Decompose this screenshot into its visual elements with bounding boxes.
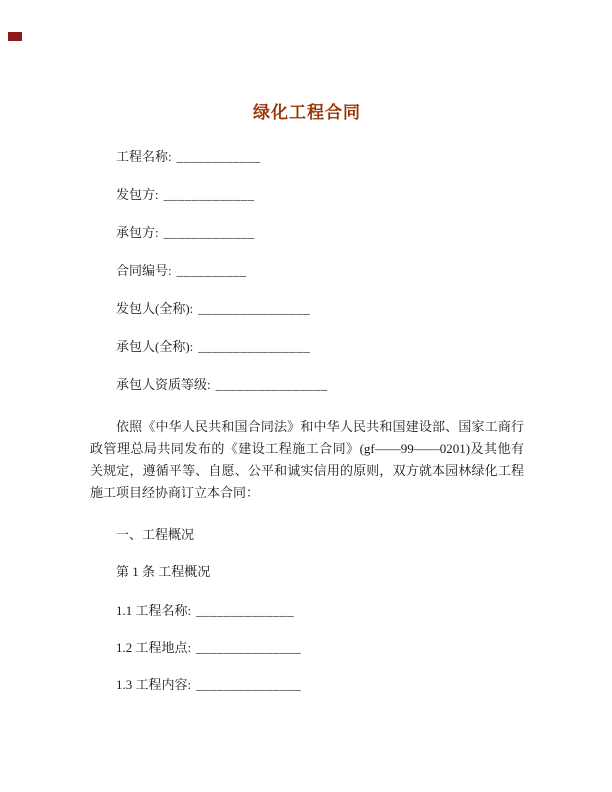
field-line-contractor-qualification <box>90 378 524 391</box>
field-line-employer <box>90 188 524 201</box>
field-label: 1.1 工程名称: <box>116 603 192 618</box>
field-label: 合同编号: <box>116 263 172 278</box>
field-blank: __________ <box>176 263 247 278</box>
field-blank: _______________ <box>196 640 302 655</box>
field-blank: _____________ <box>163 187 255 202</box>
field-blank: ________________ <box>198 339 311 354</box>
field-label: 1.2 工程地点: <box>116 640 192 655</box>
clause-heading: 第 1 条 工程概况 <box>116 564 211 579</box>
field-blank: ________________ <box>215 377 328 392</box>
field-blank: ____________ <box>176 149 261 164</box>
document-title: 绿化工程合同 <box>253 103 361 122</box>
field-blank: ______________ <box>196 603 295 618</box>
subfield-line-project-name <box>90 604 524 617</box>
corner-mark <box>8 32 22 41</box>
field-blank: ________________ <box>198 301 311 316</box>
field-label: 发包人(全称): <box>116 301 194 316</box>
field-label: 承包人(全称): <box>116 339 194 354</box>
intro-paragraph: 依照《中华人民共和国合同法》和中华人民共和国建设部、国家工商行政管理总局共同发布的《建设工程施工合同》(gf——99——0201)及其他有关规定，遵循平等、自愿、公平和诚实信用的原则，双方就本园林绿化工程施工项目经协商订立本合同： <box>90 419 524 500</box>
field-label: 工程名称: <box>116 149 172 164</box>
field-blank: _______________ <box>196 677 302 692</box>
field-line-contractor <box>90 226 524 239</box>
subfield-line-project-location <box>90 641 524 654</box>
subfield-line-project-content <box>90 678 524 691</box>
field-line-employer-fullname <box>90 302 524 315</box>
field-line-contract-number <box>90 264 524 277</box>
field-line-contractor-fullname <box>90 340 524 353</box>
field-label: 1.3 工程内容: <box>116 677 192 692</box>
clause-subfields <box>90 604 524 691</box>
field-label: 发包方: <box>116 187 159 202</box>
field-label: 承包方: <box>116 225 159 240</box>
field-blank: _____________ <box>163 225 255 240</box>
section-heading: 一、工程概况 <box>116 527 195 542</box>
field-label: 承包人资质等级: <box>116 377 211 392</box>
field-line-project-name <box>90 150 524 163</box>
